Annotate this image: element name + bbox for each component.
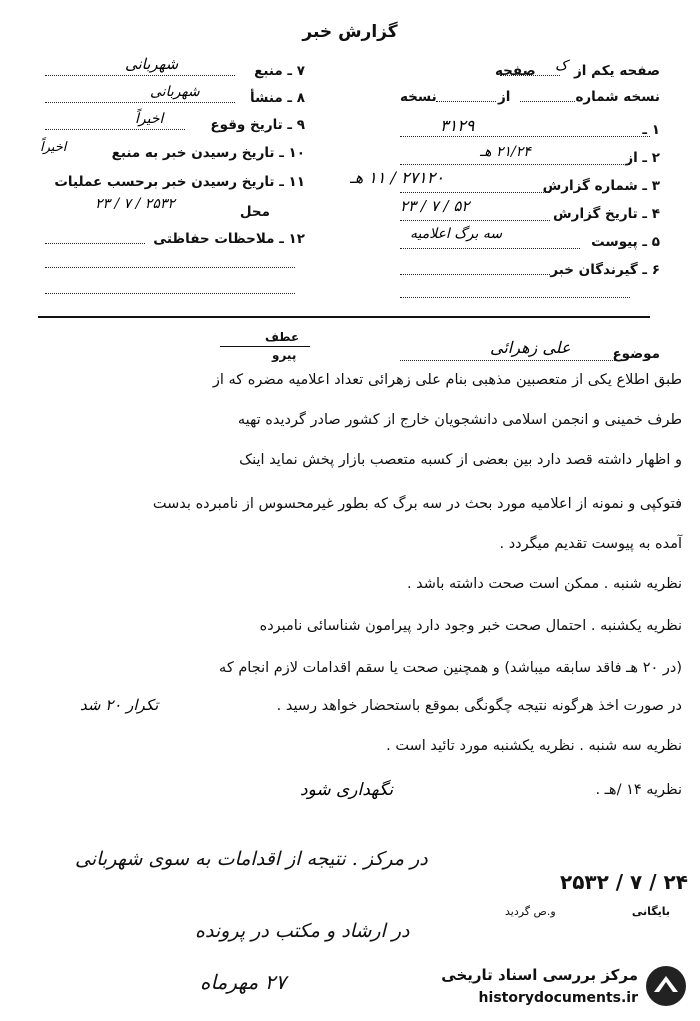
dotted-line [400,248,580,249]
dotted-line [400,136,650,137]
subject-value: علی زهرائی [490,338,571,357]
comment-sunday-cont: (در ۲۰ هـ فاقد سابقه میباشد) و همچنین صحت یا سقم اقدامات لازم انجام که [219,660,682,676]
dotted-line [400,192,550,193]
sent-note: و.ص گردید [505,905,556,918]
field-security-notes-label: ۱۲ ـ ملاحظات حفاظتی [153,231,305,247]
field-event-date-label: ۹ ـ تاریخ وقوع [210,117,305,133]
field-event-date-value: اخیراً [135,111,164,127]
dotted-line [400,297,630,298]
comment-saturday: نظریه شنبه . ممکن است صحت داشته باشد . [406,576,682,592]
field-report-number-label: ۳ ـ شماره گزارش [542,178,660,194]
field-origin-label: ۸ ـ منشأ [250,90,305,106]
watermark-text: مرکز بررسی اسناد تاریخی [441,966,638,984]
field-received-source-value: اخیراً [40,140,67,155]
dotted-line [45,293,295,294]
field-report-date-value: ۲۳ / ۷ / ۵۲ [400,197,470,215]
handwritten-note: تکرار ۲۰ شد [80,696,159,714]
handwritten-note: نگهداری شود [300,780,394,800]
atf-divider [220,346,310,347]
field-copy-number-label: نسخه شماره [575,89,660,105]
dotted-line [45,75,235,76]
field-origin-value: شهربانی [150,84,200,100]
handwritten-note: در ارشاد و مکتب در پرونده [195,920,410,942]
field-source-value: شهربانی [125,55,179,73]
form-title: گزارش خبر [302,22,398,42]
dotted-line [45,129,185,130]
comment-14: نظریه ۱۴ /هـ . [595,782,682,798]
handwritten-note: در مرکز . نتیجه از اقدامات به سوی شهربانی [75,848,428,870]
field-source-label: ۷ ـ منبع [254,63,305,79]
comment-sunday-cont2: در صورت اخذ هرگونه نتیجه چگونگی بموقع باستحضار خواهد رسید . [276,698,682,714]
field-received-ops-label: ۱۱ ـ تاریخ رسیدن خبر برحسب عملیات [54,174,305,190]
field-report-number-value: ۲۷۱۲۰ / ۱۱ هـ [350,168,444,187]
field-received-source-label: ۱۰ ـ تاریخ رسیدن خبر به منبع [111,145,305,161]
field-page-of [574,63,660,79]
watermark-url: historydocuments.ir [478,990,638,1006]
archive-logo-icon [644,964,688,1008]
field-report-date-label: ۴ ـ تاریخ گزارش [553,206,660,222]
field-attachment-value: سه برگ اعلامیه [410,226,503,242]
watermark [441,958,690,1018]
body-line: فتوکپی و نمونه از اعلامیه مورد بحث در سه برگ که بطور غیرمحسوس از نامبرده بدست [152,496,682,512]
field-1-value: ۳۱۲۹ [440,116,475,135]
comment-tuesday: نظریه سه شنبه . نظریه یکشنبه مورد تائید است . [386,738,682,754]
dotted-line [400,274,550,275]
dotted-line [400,220,550,221]
date-stamp: ۲۵۳۲ / ۷ / ۲۴ [560,870,688,894]
dotted-line [400,360,615,361]
field-page-suffix: صفحه [495,63,536,79]
dotted-line [400,164,630,165]
field-place-value: ۲۳ / ۷ / ۲۵۳۲ [95,196,175,212]
body-line: طرف خمینی و انجمن اسلامی دانشجویان خارج از کشور صادر گردیده تهیه [237,412,682,428]
handwritten-note: ۲۷ مهرماه [200,970,287,994]
body-line: طبق اطلاع یکی از متعصبین مذهبی بنام علی زهرائی تعداد اعلامیه مضره که از [212,372,682,388]
field-2-value: ۲۱/۲۴ هـ [480,144,531,160]
field-page-of-label: صفحه یکم از [574,63,660,79]
sent-label: بایگانی [631,905,670,918]
dotted-line [45,102,235,103]
body-line: آمده به پیوست تقدیم میگردد . [499,536,682,552]
section-divider [38,316,650,318]
atf-label: عطف [265,330,300,344]
field-place-label: محل [239,204,270,220]
field-copy-suffix: نسخه [400,89,437,105]
field-2-label: ۲ ـ از [625,150,660,166]
dotted-line [45,243,145,244]
body-line: و اظهار داشته قصد دارد بین بعضی از کسبه متعصب بازار پخش نماید اینک [239,452,682,468]
comment-sunday: نظریه یکشنبه . احتمال صحت خبر وجود دارد پیرامون شناسائی نامبرده [259,618,682,634]
field-attachment-label: ۵ ـ پیوست [591,234,660,250]
dotted-line [45,267,295,268]
field-page-value: ک [555,58,568,74]
dotted-line [436,101,496,102]
field-1-label: ۱ ـ [642,122,660,138]
dotted-line [520,101,575,102]
peyro-label: پیرو [272,348,297,362]
field-copy-middle: از [498,89,511,105]
field-recipients-label: ۶ ـ گیرندگان خبر [550,262,660,278]
subject-label: موضوع [612,346,660,362]
